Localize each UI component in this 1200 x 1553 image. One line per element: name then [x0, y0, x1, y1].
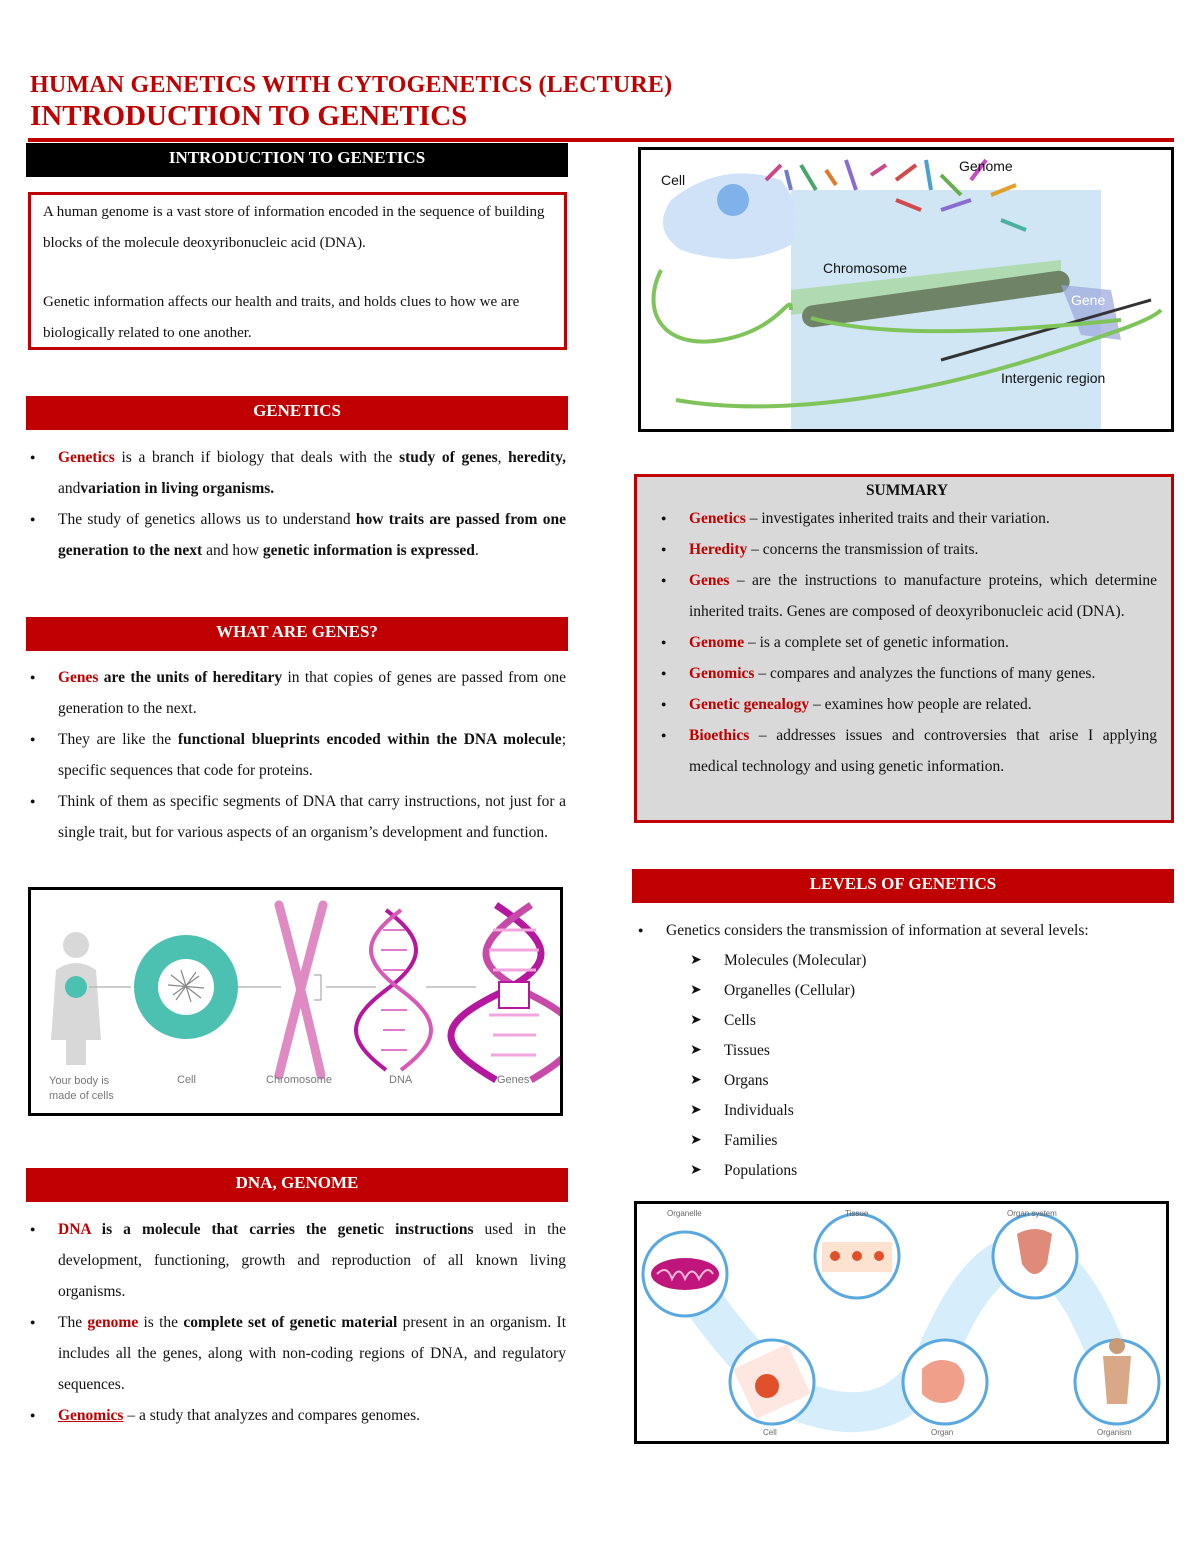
figure-label: Gene: [1071, 292, 1106, 308]
figure-label: Organism: [1097, 1428, 1132, 1437]
figure-label: Genome: [959, 158, 1013, 174]
genome-illustration: [641, 150, 1171, 429]
figure-label: Chromosome: [823, 260, 908, 276]
genetics-heading: GENETICS: [26, 396, 568, 430]
list-item: ● Genetics is a branch if biology that deals with the study of genes, heredity, andvariation in living organisms.: [26, 442, 566, 504]
list-item: ● Genes are the units of hereditary in that copies of genes are passed from one generation to the next.: [26, 662, 566, 724]
genetics-list: [26, 442, 566, 566]
dna-list: [26, 1214, 566, 1431]
cell-icon: [134, 935, 238, 1039]
organ-system-icon: [993, 1214, 1077, 1298]
figure-label: Intergenic region: [1001, 370, 1106, 386]
dna-icon: [356, 910, 431, 1070]
summary-box: [634, 474, 1174, 823]
figure-label: Cell: [661, 172, 686, 188]
summary-item: ● Genes – are the instructions to manufacture proteins, which determine inherited traits. Genes are composed of deoxyribonucleic acid (DNA).: [657, 565, 1157, 627]
chromosome-icon: [279, 905, 323, 1075]
level-item: ➤ Tissues: [690, 1036, 1160, 1066]
level-item: ➤ Families: [690, 1126, 1160, 1156]
level-item: ➤ Organelles (Cellular): [690, 976, 1160, 1006]
summary-item: ● Heredity – concerns the transmission of traits.: [657, 534, 1157, 565]
levels-figure: [634, 1201, 1169, 1444]
tissue-icon: [815, 1214, 899, 1298]
figure-label: Gene: [739, 387, 774, 403]
genes-heading: WHAT ARE GENES?: [26, 617, 568, 651]
figure-label: Organ: [931, 1428, 954, 1437]
level-item: ➤ Cells: [690, 1006, 1160, 1036]
list-item: ● The genome is the complete set of genetic material present in an organism. It includes all the genes, along with non-coding regions of DNA, and regulatory sequences.: [26, 1307, 566, 1400]
summary-item: ● Genetics – investigates inherited traits and their variation.: [657, 503, 1157, 534]
genes-list: [26, 662, 566, 848]
list-item: ● The study of genetics allows us to understand how traits are passed from one generation to the next and how genetic information is expressed.: [26, 504, 566, 566]
intro-box: [28, 192, 567, 350]
intro-paragraph-1: A human genome is a vast store of information encoded in the sequence of building blocks of the molecule deoxyribonucleic acid (DNA).: [43, 204, 545, 251]
list-item: ● Genomics – a study that analyzes and compares genomes.: [26, 1400, 566, 1431]
organism-icon: [1075, 1338, 1159, 1424]
levels-heading: LEVELS OF GENETICS: [632, 869, 1174, 903]
level-item: ➤ Populations: [690, 1156, 1160, 1186]
levels-intro-list: [634, 915, 1174, 946]
body-to-genes-figure: [28, 887, 563, 1116]
course-title: HUMAN GENETICS WITH CYTOGENETICS (LECTURE): [30, 72, 673, 98]
organelle-icon: [643, 1232, 727, 1316]
level-item: ➤ Individuals: [690, 1096, 1160, 1126]
list-item: ● Think of them as specific segments of DNA that carry instructions, not just for a single trait, but for various aspects of an organism’s development and function.: [26, 786, 566, 848]
intro-paragraph-2: Genetic information affects our health and traits, and holds clues to how we are biologically related to one another.: [43, 294, 520, 341]
gene-helix-icon: [451, 905, 560, 1080]
levels-illustration: [637, 1204, 1166, 1441]
list-item: ● Genetics considers the transmission of information at several levels:: [634, 915, 1174, 946]
level-item: ➤ Organs: [690, 1066, 1160, 1096]
cell-icon: [730, 1340, 814, 1424]
levels-list: [690, 946, 1160, 1186]
figure-label: Chromosome: [266, 1074, 333, 1086]
summary-heading: SUMMARY: [865, 482, 949, 499]
summary-item: ● Genome – is a complete set of genetic information.: [657, 627, 1157, 658]
intro-heading: INTRODUCTION TO GENETICS: [26, 143, 568, 177]
summary-item: ● Genomics – compares and analyzes the functions of many genes.: [657, 658, 1157, 689]
figure-label: Tissue: [845, 1209, 869, 1218]
list-item: ● DNA is a molecule that carries the genetic instructions used in the development, functioning, growth and reproduction of all known living organisms.: [26, 1214, 566, 1307]
figure-label: DNA: [389, 1074, 413, 1086]
figure-label: Cell: [177, 1074, 196, 1086]
summary-item: ● Genetic genealogy – examines how people are related.: [657, 689, 1157, 720]
figure-label: Organelle: [667, 1209, 702, 1218]
genome-figure: [638, 147, 1174, 432]
figure-label: Your body is made of cells: [49, 1075, 114, 1102]
organ-icon: [903, 1340, 987, 1424]
figure-label: Organ system: [1007, 1209, 1057, 1218]
summary-list: [657, 503, 1157, 782]
figure-label: Cell: [763, 1428, 777, 1437]
list-item: ● They are like the functional blueprints encoded within the DNA molecule; specific sequences that code for proteins.: [26, 724, 566, 786]
human-silhouette-icon: [51, 932, 101, 1065]
figure-label: Genes: [497, 1074, 530, 1086]
level-item: ➤ Molecules (Molecular): [690, 946, 1160, 976]
dna-heading: DNA, GENOME: [26, 1168, 568, 1202]
page-title: INTRODUCTION TO GENETICS: [30, 100, 468, 132]
header-rule: [28, 138, 1174, 142]
summary-item: ● Bioethics – addresses issues and controversies that arise I applying medical technology and using genetic information.: [657, 720, 1157, 782]
